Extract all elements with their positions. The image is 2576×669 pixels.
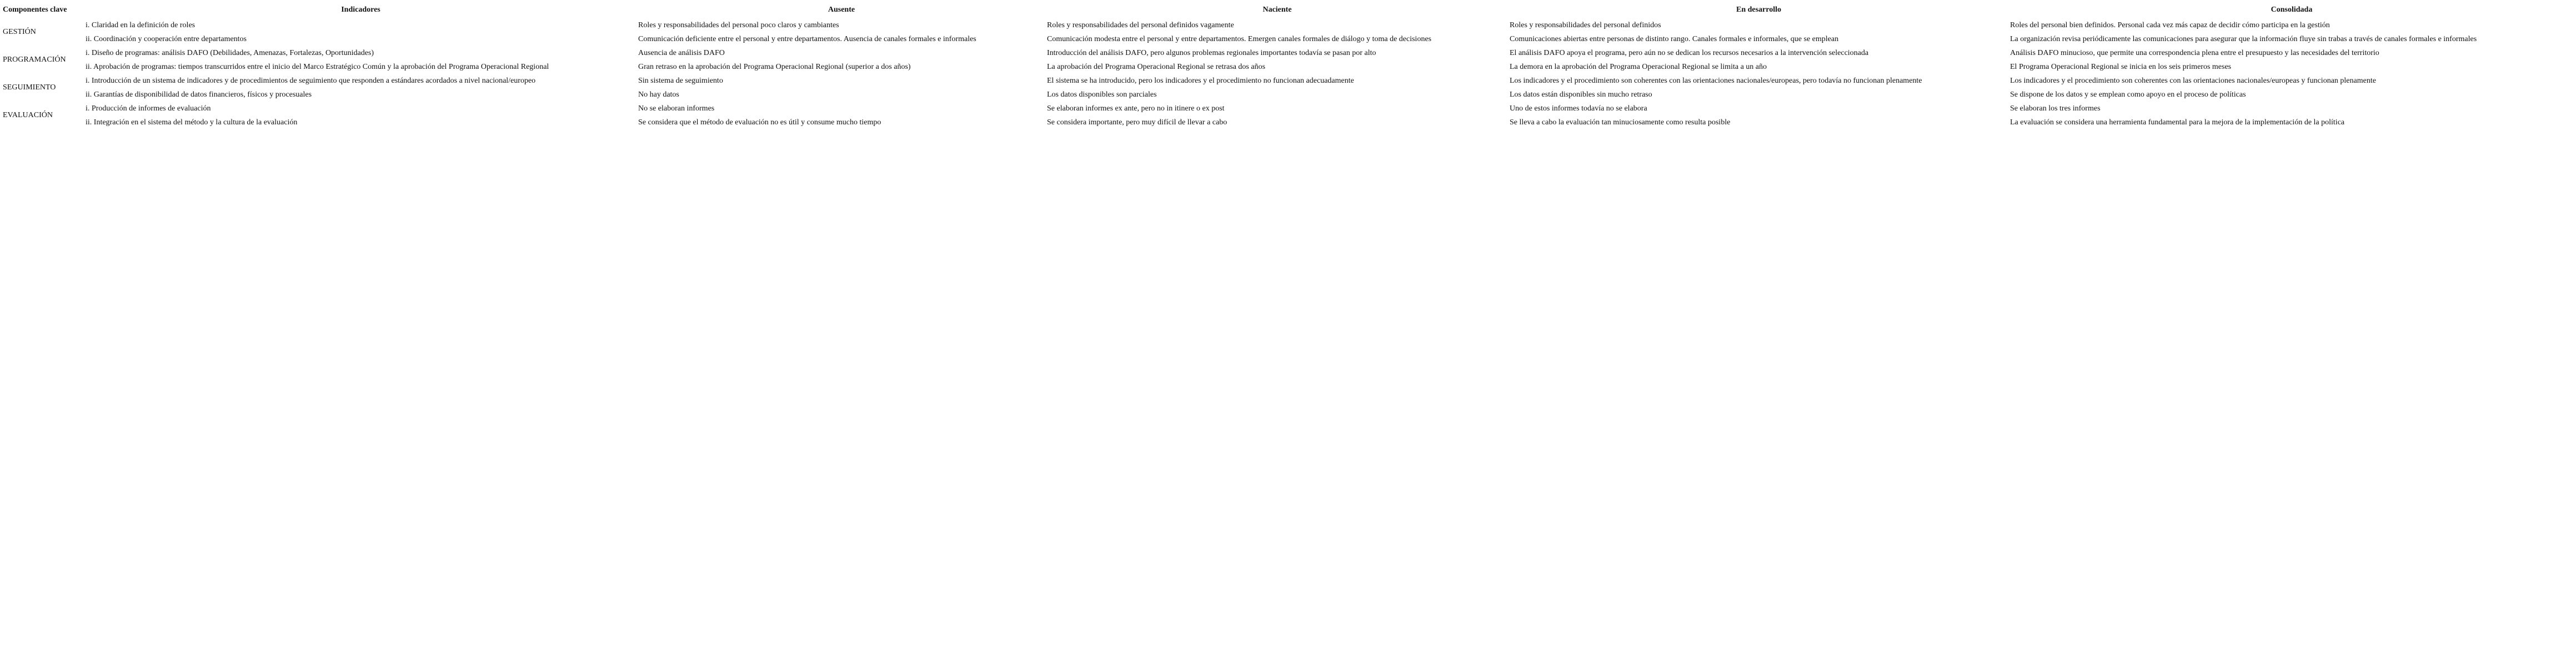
en-desarrollo-cell: Comunicaciones abiertas entre personas de distinto rango. Canales formales e informales, que se emplean <box>1510 34 1839 43</box>
en-desarrollo-cell: La demora en la aprobación del Programa Operacional Regional se limita a un año <box>1510 62 1767 71</box>
consolidada-cell: Se dispone de los datos y se emplean como apoyo en el proceso de políticas <box>2010 90 2246 99</box>
component-cell: GESTIÓN <box>3 28 36 36</box>
consolidada-cell: La evaluación se considera una herramienta fundamental para la mejora de la implementación de la política <box>2010 118 2345 127</box>
en-desarrollo-cell: El análisis DAFO apoya el programa, pero aún no se dedican los recursos necesarios a la intervención seleccionada <box>1510 48 1869 57</box>
naciente-cell: Introducción del análisis DAFO, pero algunos problemas regionales importantes todavía se pasan por alto <box>1047 48 1376 57</box>
consolidada-cell: Roles del personal bien definidos. Personal cada vez más capaz de decidir cómo participa en la gestión <box>2010 21 2330 29</box>
table-row <box>2 88 2574 102</box>
indicator-cell: i. Producción de informes de evaluación <box>86 104 211 113</box>
header-indicadores: Indicadores <box>341 6 380 14</box>
header-componentes: Componentes clave <box>3 6 67 14</box>
ausente-cell: Comunicación deficiente entre el personal y entre departamentos. Ausencia de canales formales e informales <box>638 34 976 43</box>
consolidada-cell: Análisis DAFO minucioso, que permite una correspondencia plena entre el presupuesto y las necesidades del territorio <box>2010 48 2379 57</box>
table-row <box>2 102 2574 115</box>
header-en-desarrollo: En desarrollo <box>1736 6 1782 14</box>
ausente-cell: Gran retraso en la aprobación del Programa Operacional Regional (superior a dos años) <box>638 62 911 71</box>
naciente-cell: Comunicación modesta entre el personal y entre departamentos. Emergen canales formales de diálogo y toma de decisiones <box>1047 34 1432 43</box>
indicator-cell: i. Diseño de programas: análisis DAFO (Debilidades, Amenazas, Fortalezas, Oportunidades) <box>86 48 374 57</box>
component-cell: PROGRAMACIÓN <box>3 56 66 64</box>
consolidada-cell: Los indicadores y el procedimiento son coherentes con las orientaciones nacionales/europeas y funcionan plenamente <box>2010 76 2376 85</box>
table-row <box>2 18 2574 32</box>
ausente-cell: Se considera que el método de evaluación no es útil y consume mucho tiempo <box>638 118 881 127</box>
naciente-cell: El sistema se ha introducido, pero los indicadores y el procedimiento no funcionan adecuadamente <box>1047 76 1354 85</box>
naciente-cell: Roles y responsabilidades del personal definidos vagamente <box>1047 21 1234 29</box>
en-desarrollo-cell: Se lleva a cabo la evaluación tan minuciosamente como resulta posible <box>1510 118 1731 127</box>
indicator-cell: ii. Coordinación y cooperación entre departamentos <box>86 34 247 43</box>
header-ausente: Ausente <box>828 6 855 14</box>
ausente-cell: No se elaboran informes <box>638 104 715 113</box>
ausente-cell: No hay datos <box>638 90 679 99</box>
header-naciente: Naciente <box>1262 6 1292 14</box>
en-desarrollo-cell: Los indicadores y el procedimiento son coherentes con las orientaciones nacionales/europeas, pero todavía no funcionan plenamente <box>1510 76 1922 85</box>
ausente-cell: Roles y responsabilidades del personal poco claros y cambiantes <box>638 21 839 29</box>
indicator-cell: i. Claridad en la definición de roles <box>86 21 196 29</box>
consolidada-cell: La organización revisa periódicamente las comunicaciones para asegurar que la información fluye sin trabas a través de canales formales e informales <box>2010 34 2477 43</box>
naciente-cell: Se considera importante, pero muy difícil de llevar a cabo <box>1047 118 1227 127</box>
en-desarrollo-cell: Uno de estos informes todavía no se elabora <box>1510 104 1647 113</box>
table-row <box>2 115 2574 129</box>
maturity-table <box>2 2 2574 129</box>
indicator-cell: ii. Garantías de disponibilidad de datos financieros, físicos y procesuales <box>86 90 312 99</box>
consolidada-cell: Se elaboran los tres informes <box>2010 104 2101 113</box>
table-row <box>2 60 2574 74</box>
naciente-cell: La aprobación del Programa Operacional Regional se retrasa dos años <box>1047 62 1266 71</box>
en-desarrollo-cell: Los datos están disponibles sin mucho retraso <box>1510 90 1652 99</box>
component-cell: SEGUIMIENTO <box>3 83 56 92</box>
naciente-cell: Los datos disponibles son parciales <box>1047 90 1157 99</box>
naciente-cell: Se elaboran informes ex ante, pero no in itinere o ex post <box>1047 104 1225 113</box>
ausente-cell: Sin sistema de seguimiento <box>638 76 723 85</box>
table-row <box>2 32 2574 46</box>
indicator-cell: i. Introducción de un sistema de indicadores y de procedimientos de seguimiento que responden a estándares acordados a nivel nacional/europeo <box>86 76 536 85</box>
en-desarrollo-cell: Roles y responsabilidades del personal definidos <box>1510 21 1661 29</box>
table-row <box>2 74 2574 88</box>
indicator-cell: ii. Integración en el sistema del método y la cultura de la evaluación <box>86 118 298 127</box>
component-cell: EVALUACIÓN <box>3 111 53 119</box>
header-consolidada: Consolidada <box>2271 6 2313 14</box>
indicator-cell: ii. Aprobación de programas: tiempos transcurridos entre el inicio del Marco Estratégico Común y la aprobación del Programa Operacional Regional <box>86 62 549 71</box>
consolidada-cell: El Programa Operacional Regional se inicia en los seis primeros meses <box>2010 62 2232 71</box>
table-row <box>2 46 2574 60</box>
ausente-cell: Ausencia de análisis DAFO <box>638 48 725 57</box>
header-row <box>2 2 2574 18</box>
